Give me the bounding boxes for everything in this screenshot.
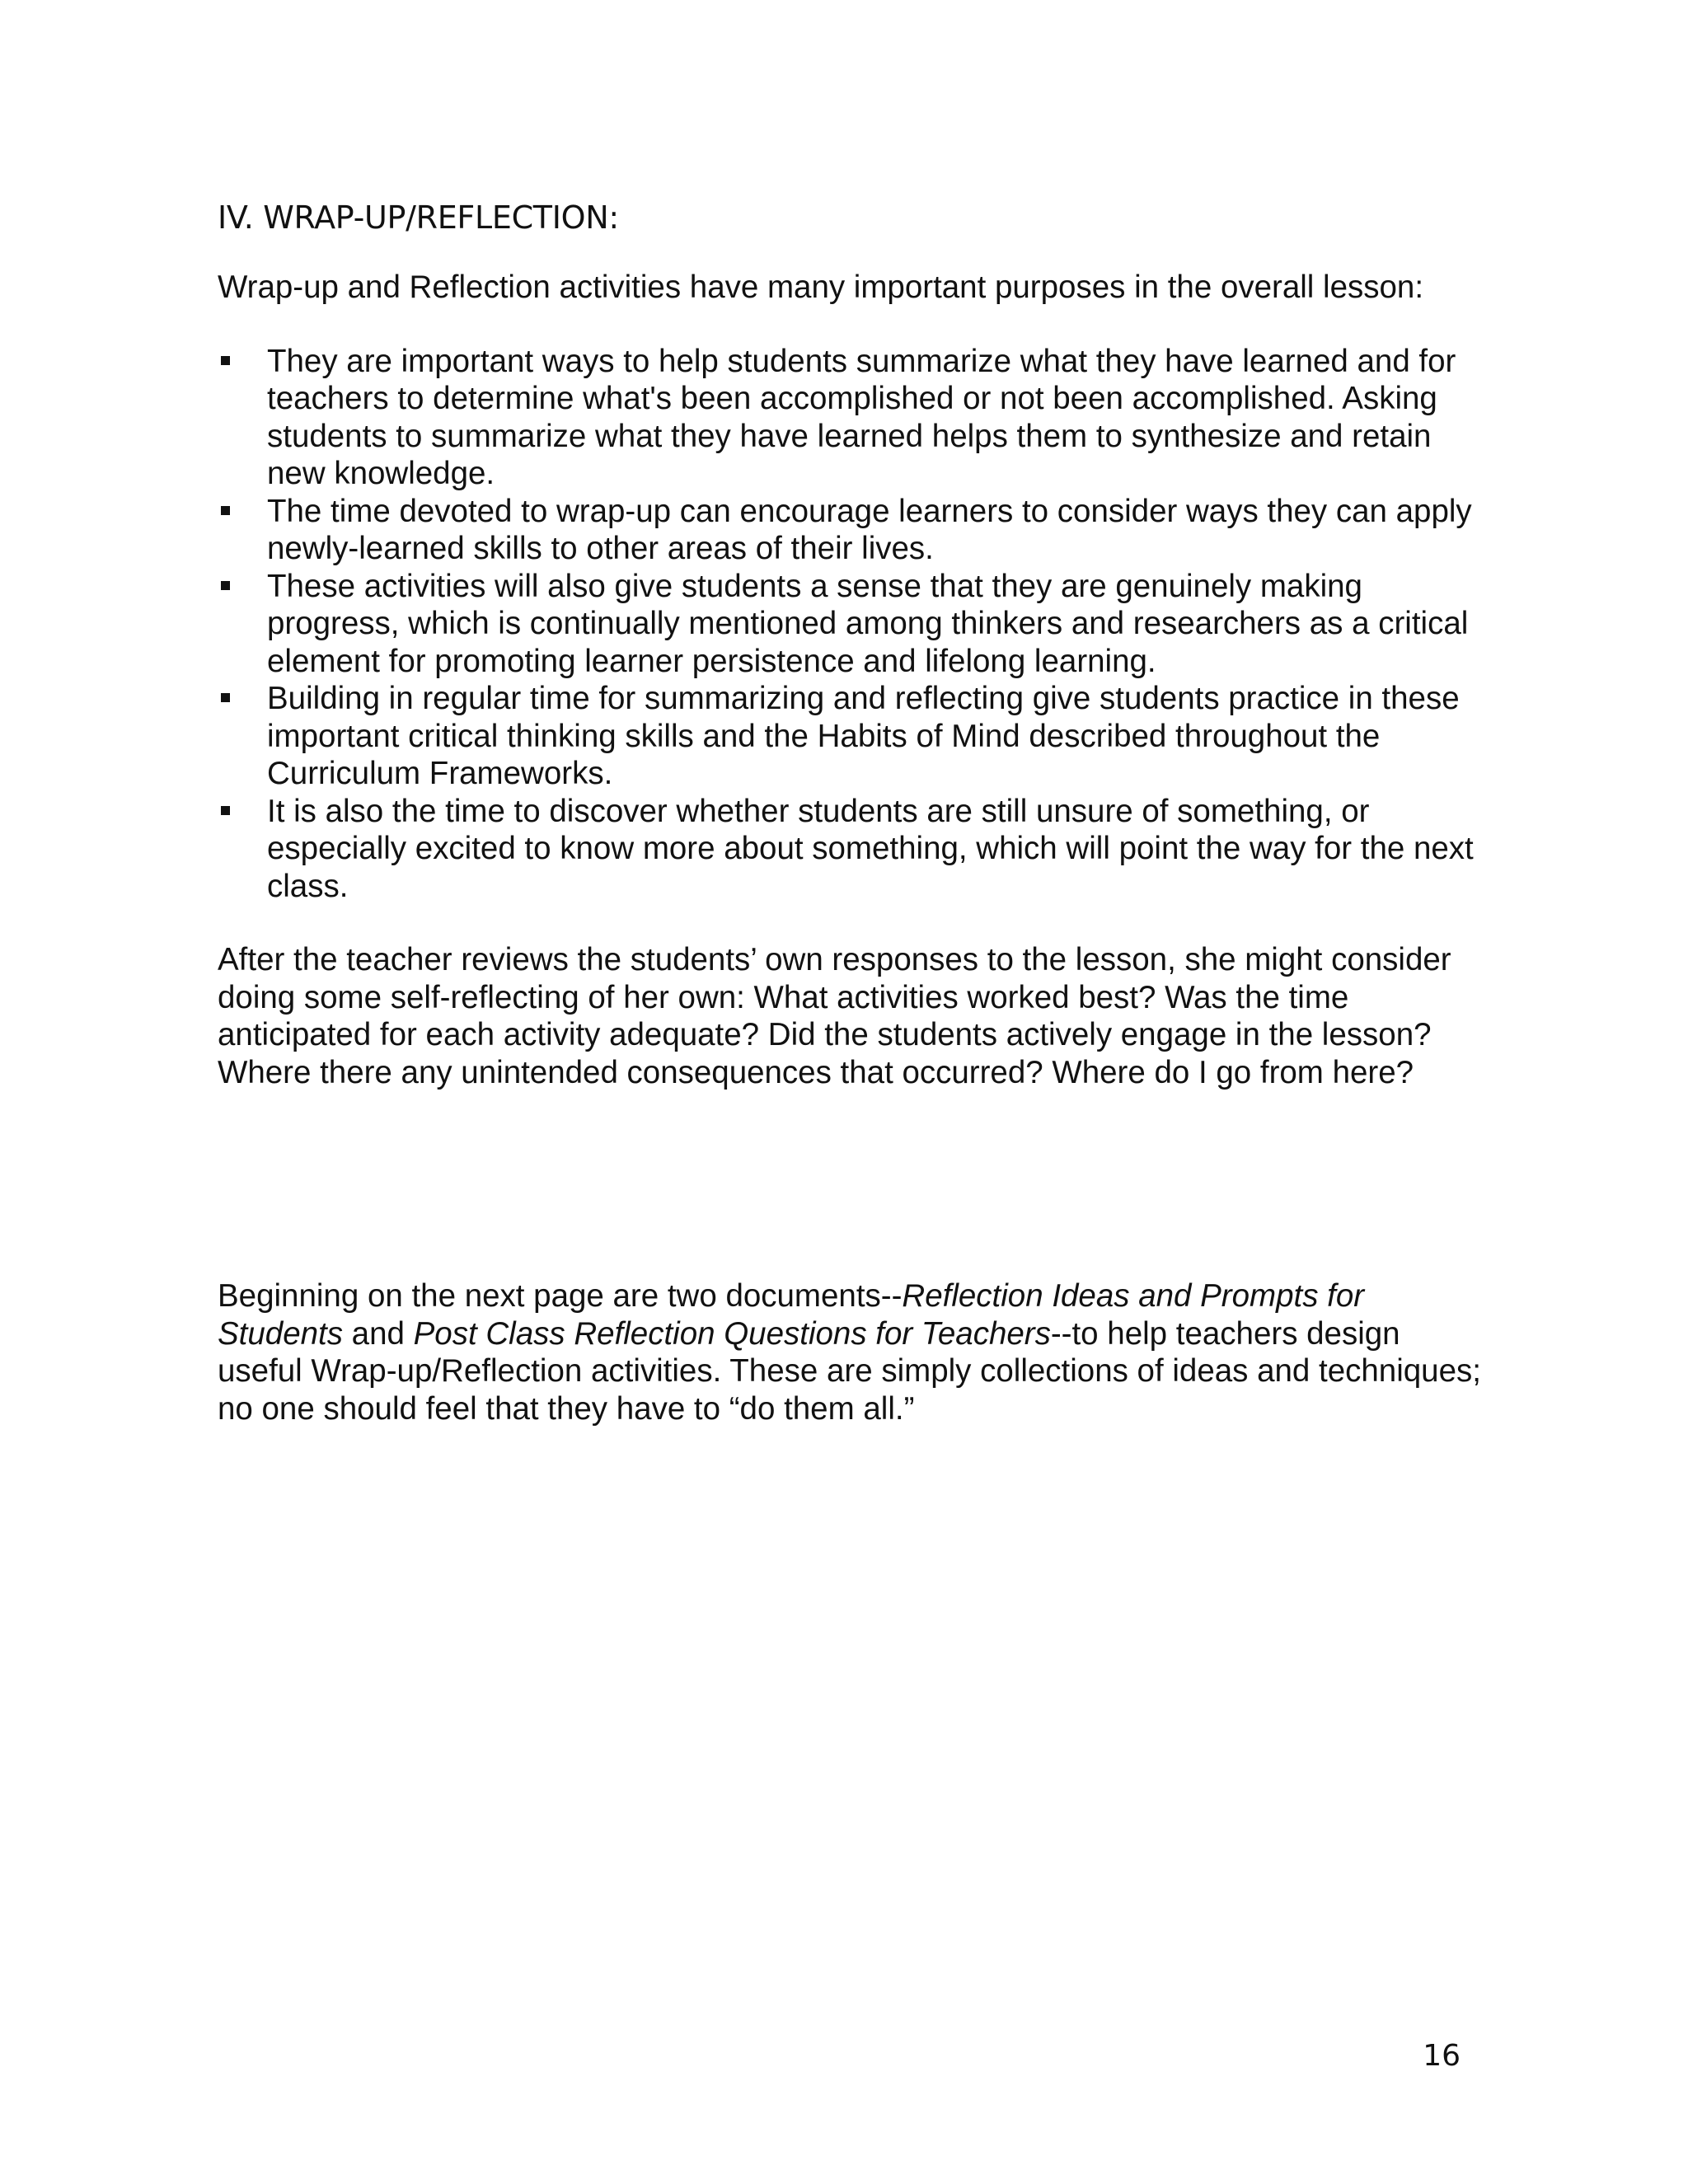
section-heading: IV. WRAP-UP/REFLECTION: [218,199,619,236]
list-item-text: They are important ways to help students summarize what they have learned and for teachers to determine what's been accomplished or not been accomplished. Asking students to summarize what they have learned helps them to synthesize and retain new knowledge. [267,343,1456,491]
square-bullet-icon [221,693,230,702]
intro-paragraph: Wrap-up and Reflection activities have many important purposes in the overall lesson: [218,269,1424,305]
closing-paragraph [218,1277,1487,1427]
square-bullet-icon [221,356,230,365]
list-item [218,568,1487,681]
list-item [218,793,1487,906]
list-item-text: Building in regular time for summarizing and reflecting give students practice in these important critical thinking skills and the Habits of Mind described throughout the Curriculum Frameworks. [267,681,1460,791]
page-number: 16 [1423,2039,1461,2073]
list-item-text: These activities will also give students a sense that they are genuinely making progress, which is continually mentioned among thinkers and researchers as a critical element for promoting learner persistence and lifelong learning. [267,568,1469,679]
list-item [218,680,1487,793]
list-item-text: It is also the time to discover whether students are still unsure of something, or especially excited to know more about something, which will point the way for the next class. [267,793,1474,904]
square-bullet-icon [221,806,230,815]
document-title-student-prompts: Reflection Ideas and Prompts for Students [218,1278,1365,1352]
closing-text-1: Beginning on the next page are two documents-- [218,1278,903,1314]
purpose-list [218,343,1487,906]
spacer [218,1091,1487,1277]
list-item [218,343,1487,493]
reflection-paragraph: After the teacher reviews the students’ own responses to the lesson, she might consider doing some self-reflecting of her own: What activities worked best? Was the time anticipated for each activity adequate? Did the students actively engage in the lesson? Where there any unintended consequences that occurred? Where do I go from here? [218,942,1451,1090]
list-item [218,493,1487,568]
document-title-teacher-questions: Post Class Reflection Questions for Teachers [413,1315,1051,1352]
closing-text-3: --to help teachers design useful Wrap-up/Reflection activities. These are simply collections of ideas and techniques; no one should feel that they have to “do them all.” [218,1315,1481,1427]
square-bullet-icon [221,506,230,515]
square-bullet-icon [221,581,230,590]
closing-text-2: and [342,1315,414,1352]
list-item-text: The time devoted to wrap-up can encourage learners to consider ways they can apply newly-learned skills to other areas of their lives. [267,493,1472,566]
page-content [218,194,1487,1427]
